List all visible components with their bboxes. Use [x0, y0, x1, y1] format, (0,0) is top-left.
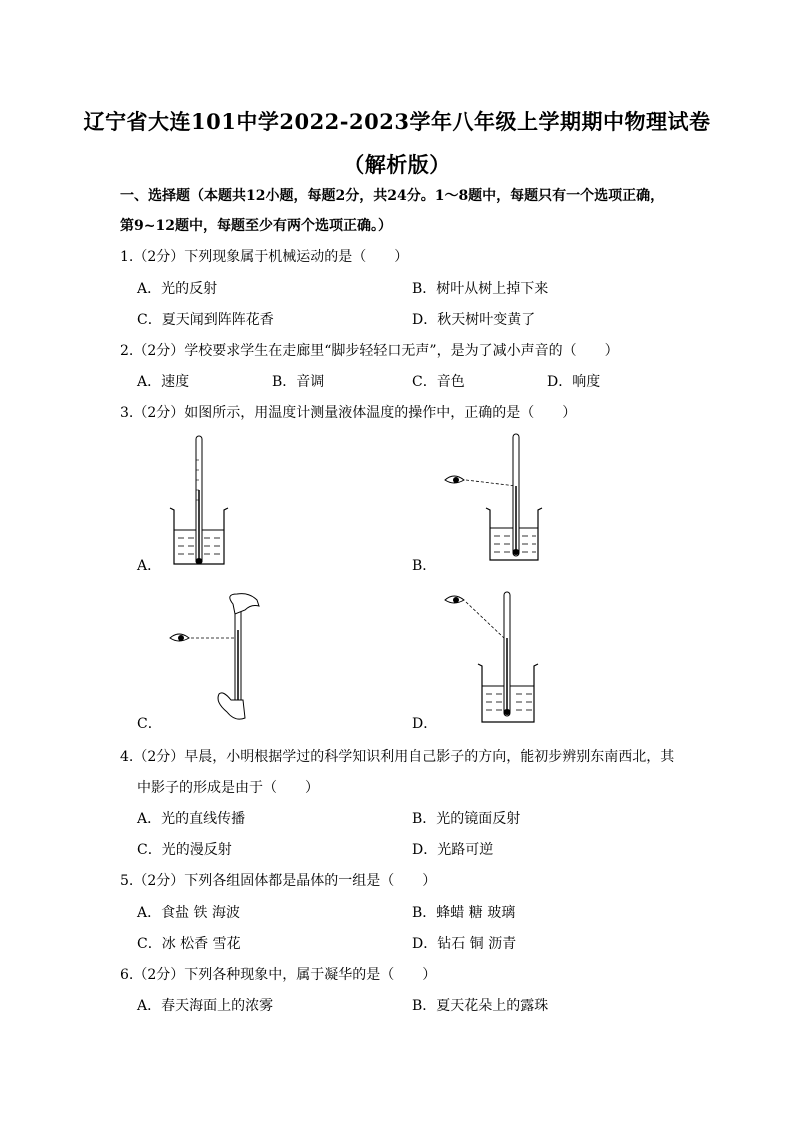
question-4-option-d: D．光路可逆: [412, 842, 494, 858]
question-3-option-a: A．: [137, 558, 162, 574]
question-5-stem: 5.（2分）下列各组固体都是晶体的一组是（ ）: [120, 873, 437, 889]
thermometer-figure-b: [440, 430, 550, 570]
question-1-option-d: D．秋天树叶变黄了: [412, 312, 536, 328]
question-2-option-a: A．速度: [137, 374, 190, 390]
question-5-option-c: C．冰 松香 雪花: [137, 936, 241, 952]
question-1-option-b: B．树叶从树上掉下来: [412, 281, 549, 297]
question-4-option-c: C．光的漫反射: [137, 842, 232, 858]
question-6-option-b: B．夏天花朵上的露珠: [412, 998, 549, 1014]
question-4-option-a: A．光的直线传播: [137, 811, 246, 827]
question-4-stem-line2: 中影子的形成是由于（ ）: [137, 780, 319, 796]
question-1-option-c: C．夏天闻到阵阵花香: [137, 312, 274, 328]
question-3-stem: 3.（2分）如图所示，用温度计测量液体温度的操作中，正确的是（ ）: [120, 405, 577, 421]
question-1-stem: 1.（2分）下列现象属于机械运动的是（ ）: [120, 249, 409, 265]
question-3-option-d: D．: [412, 716, 438, 732]
question-3-option-c: C．: [137, 716, 162, 732]
question-4-option-b: B．光的镜面反射: [412, 811, 521, 827]
question-6-stem: 6.（2分）下列各种现象中，属于凝华的是（ ）: [120, 967, 437, 983]
thermometer-figure-c: [165, 590, 275, 725]
question-5-option-b: B．蜂蜡 糖 玻璃: [412, 905, 516, 921]
thermometer-figure-a: [160, 430, 240, 570]
document-title-line1: 辽宁省大连101中学2022-2023学年八年级上学期期中物理试卷: [83, 109, 711, 134]
question-4-stem-line1: 4.（2分）早晨，小明根据学过的科学知识利用自己影子的方向，能初步辨别东南西北，其: [120, 749, 675, 765]
question-2-option-c: C．音色: [412, 374, 465, 390]
question-2-option-b: B．音调: [272, 374, 325, 390]
question-3-option-b: B．: [412, 558, 437, 574]
question-2-option-d: D．响度: [547, 374, 601, 390]
document-title-line2: （解析版）: [343, 152, 451, 177]
question-5-option-d: D．钻石 铜 沥青: [412, 936, 517, 952]
question-5-option-a: A．食盐 铁 海波: [137, 905, 241, 921]
question-6-option-a: A．春天海面上的浓雾: [137, 998, 274, 1014]
thermometer-figure-d: [440, 588, 550, 728]
question-2-stem: 2.（2分）学校要求学生在走廊里“脚步轻轻口无声”，是为了减小声音的（ ）: [120, 343, 619, 359]
question-1-option-a: A．光的反射: [137, 281, 218, 297]
section-heading-line1: 一、选择题（本题共12小题，每题2分，共24分。1～8题中，每题只有一个选项正确，: [120, 188, 665, 204]
section-heading-line2: 第9~12题中，每题至少有两个选项正确。）: [120, 218, 392, 234]
